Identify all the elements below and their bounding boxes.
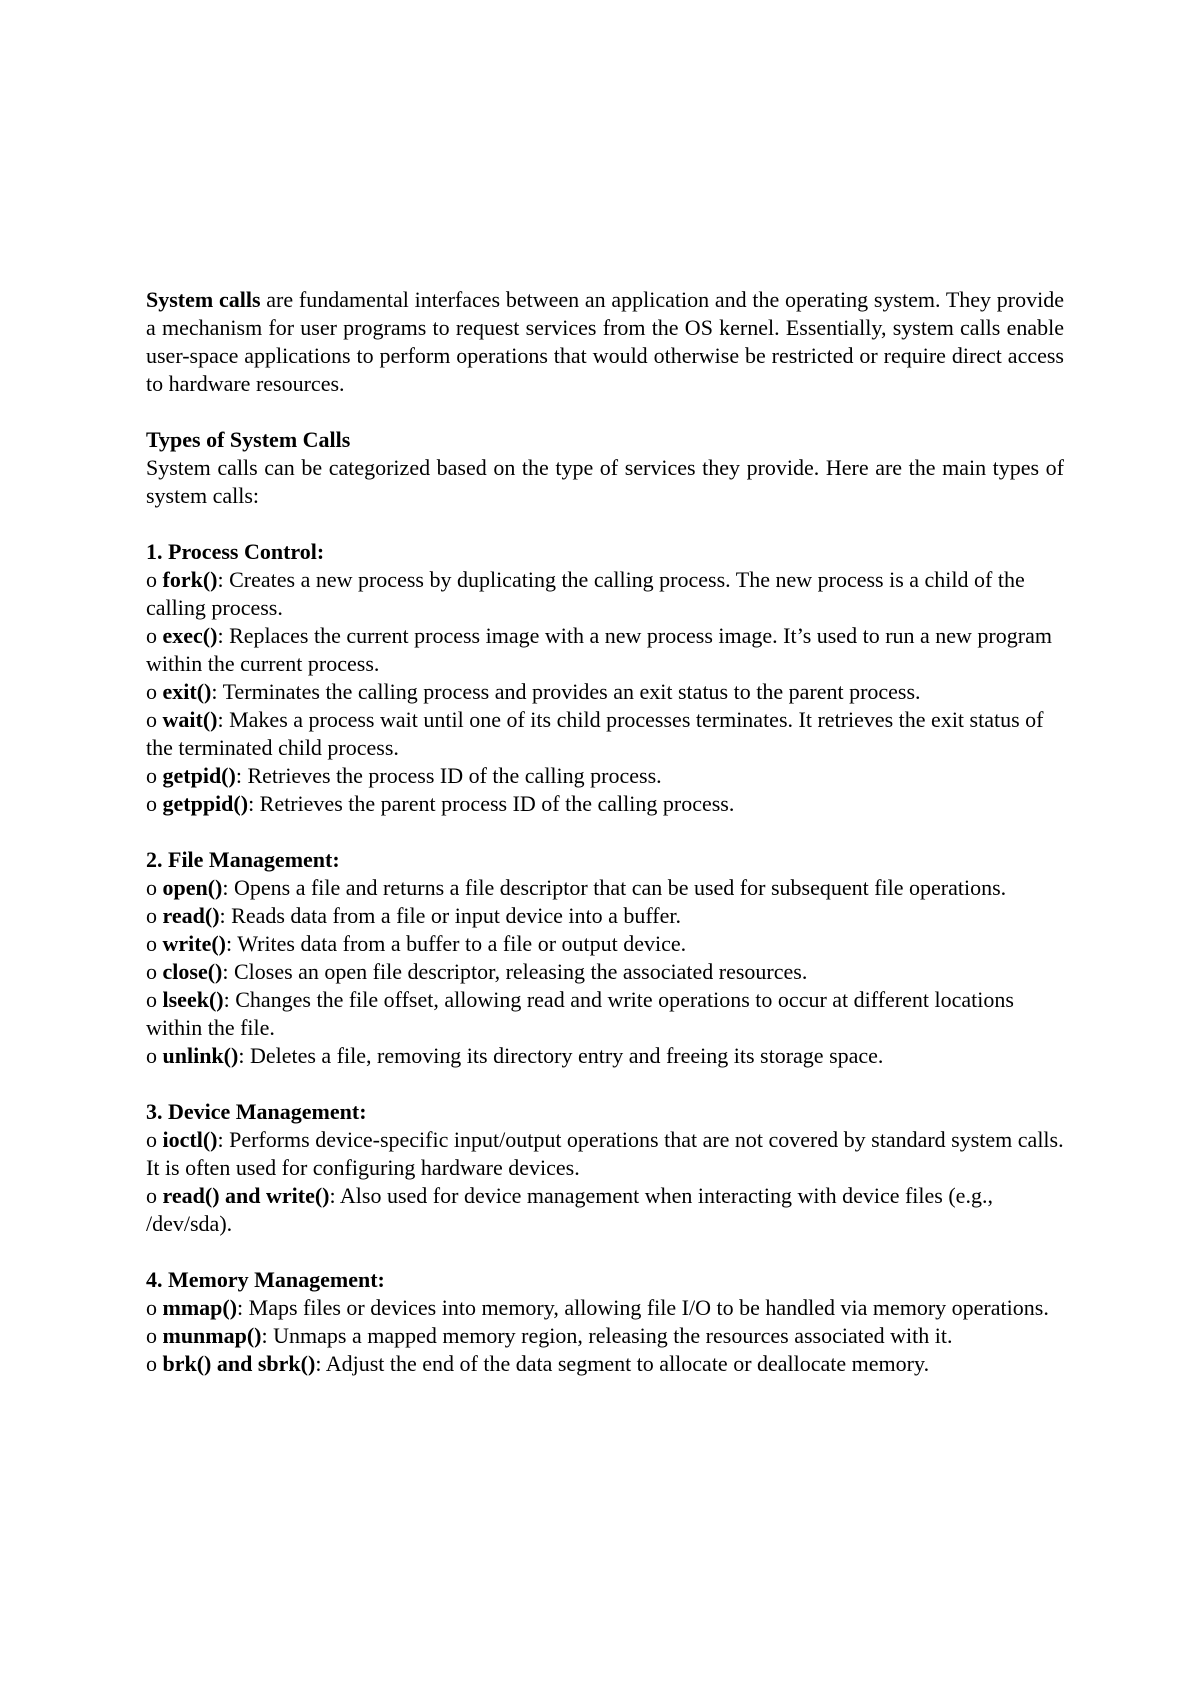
syscall-name: write(): [162, 931, 227, 956]
syscall-name: unlink(): [162, 1043, 239, 1068]
section-heading: [146, 538, 1064, 566]
syscall-description: : Also used for device management when interacting with device files (e.g., /dev/sda).: [146, 1183, 993, 1236]
syscall-name: wait(): [162, 707, 218, 732]
syscall-description: : Unmaps a mapped memory region, releasing the resources associated with it.: [261, 1323, 953, 1348]
syscall-item: [146, 566, 1064, 622]
syscall-name: fork(): [162, 567, 218, 592]
bullet-marker: o: [146, 1183, 163, 1208]
syscall-name: exec(): [162, 623, 218, 648]
syscall-description: : Reads data from a file or input device into a buffer.: [219, 903, 681, 928]
syscall-name: exit(): [162, 679, 212, 704]
syscall-item: [146, 1126, 1064, 1182]
syscall-item: [146, 1042, 1064, 1070]
syscall-name: close(): [162, 959, 223, 984]
syscall-name: mmap(): [162, 1295, 238, 1320]
types-heading: Types of System Calls: [146, 427, 351, 452]
bullet-marker: o: [146, 1323, 163, 1348]
bullet-marker: o: [146, 875, 163, 900]
spacer: [146, 510, 1064, 538]
section-heading-text: 3. Device Management:: [146, 1099, 367, 1124]
bullet-marker: o: [146, 707, 163, 732]
syscall-item: [146, 1182, 1064, 1238]
syscall-item: [146, 1350, 1064, 1378]
syscall-description: : Retrieves the parent process ID of the calling process.: [248, 791, 735, 816]
sections-container: [146, 510, 1064, 1378]
syscall-description: : Closes an open file descriptor, releasing the associated resources.: [222, 959, 808, 984]
bullet-marker: o: [146, 987, 163, 1012]
syscall-item: [146, 678, 1064, 706]
syscall-item: [146, 986, 1064, 1042]
syscall-name: ioctl(): [162, 1127, 218, 1152]
section-heading: [146, 846, 1064, 874]
bullet-marker: o: [146, 679, 163, 704]
syscall-name: read(): [162, 903, 220, 928]
syscall-item: [146, 958, 1064, 986]
spacer: [146, 398, 1064, 426]
syscall-description: : Performs device-specific input/output operations that are not covered by standard system calls. It is often used for configuring hardware devices.: [146, 1127, 1064, 1180]
syscall-description: : Makes a process wait until one of its child processes terminates. It retrieves the exit status of the terminated child process.: [146, 707, 1044, 760]
syscall-item: [146, 1322, 1064, 1350]
syscall-description: : Writes data from a buffer to a file or output device.: [226, 931, 687, 956]
syscall-description: : Retrieves the process ID of the calling process.: [235, 763, 662, 788]
bullet-marker: o: [146, 763, 163, 788]
section-heading-text: 2. File Management:: [146, 847, 340, 872]
section-heading: [146, 1098, 1064, 1126]
bullet-marker: o: [146, 567, 163, 592]
bullet-marker: o: [146, 959, 163, 984]
syscall-description: : Maps files or devices into memory, allowing file I/O to be handled via memory operations.: [237, 1295, 1049, 1320]
section-heading: [146, 1266, 1064, 1294]
types-description: System calls can be categorized based on the type of services they provide. Here are the main types of system calls:: [146, 455, 1064, 508]
spacer: [146, 1238, 1064, 1266]
syscall-item: [146, 874, 1064, 902]
bullet-marker: o: [146, 791, 163, 816]
syscall-name: getppid(): [162, 791, 249, 816]
syscall-name: getpid(): [162, 763, 236, 788]
syscall-description: : Terminates the calling process and provides an exit status to the parent process.: [211, 679, 921, 704]
syscall-item: [146, 762, 1064, 790]
intro-text: are fundamental interfaces between an application and the operating system. They provide a mechanism for user programs to request services from the OS kernel. Essentially, system calls enable user-space applications to perform operations that would otherwise be restricted or require direct access to hardware resources.: [146, 287, 1064, 396]
syscall-description: : Replaces the current process image with a new process image. It’s used to run a new program within the current process.: [146, 623, 1052, 676]
syscall-name: munmap(): [162, 1323, 262, 1348]
intro-term: System calls: [146, 287, 261, 312]
syscall-name: open(): [162, 875, 223, 900]
syscall-description: : Creates a new process by duplicating the calling process. The new process is a child of the calling process.: [146, 567, 1025, 620]
syscall-item: [146, 790, 1064, 818]
syscall-item: [146, 622, 1064, 678]
syscall-item: [146, 902, 1064, 930]
syscall-name: brk() and sbrk(): [162, 1351, 316, 1376]
syscall-description: : Deletes a file, removing its directory entry and freeing its storage space.: [238, 1043, 884, 1068]
spacer: [146, 818, 1064, 846]
bullet-marker: o: [146, 1127, 163, 1152]
spacer: [146, 1070, 1064, 1098]
section-heading-text: 1. Process Control:: [146, 539, 325, 564]
syscall-description: : Adjust the end of the data segment to allocate or deallocate memory.: [315, 1351, 930, 1376]
intro-paragraph: [146, 286, 1064, 398]
syscall-item: [146, 930, 1064, 958]
syscall-name: lseek(): [162, 987, 224, 1012]
syscall-item: [146, 706, 1064, 762]
syscall-name: read() and write(): [162, 1183, 330, 1208]
bullet-marker: o: [146, 1295, 163, 1320]
bullet-marker: o: [146, 931, 163, 956]
section-heading-text: 4. Memory Management:: [146, 1267, 385, 1292]
syscall-item: [146, 1294, 1064, 1322]
bullet-marker: o: [146, 1043, 163, 1068]
syscall-description: : Changes the file offset, allowing read and write operations to occur at different locations within the file.: [146, 987, 1014, 1040]
bullet-marker: o: [146, 623, 163, 648]
bullet-marker: o: [146, 1351, 163, 1376]
syscall-description: : Opens a file and returns a file descriptor that can be used for subsequent file operations.: [222, 875, 1007, 900]
bullet-marker: o: [146, 903, 163, 928]
document-body: [146, 286, 1064, 1378]
